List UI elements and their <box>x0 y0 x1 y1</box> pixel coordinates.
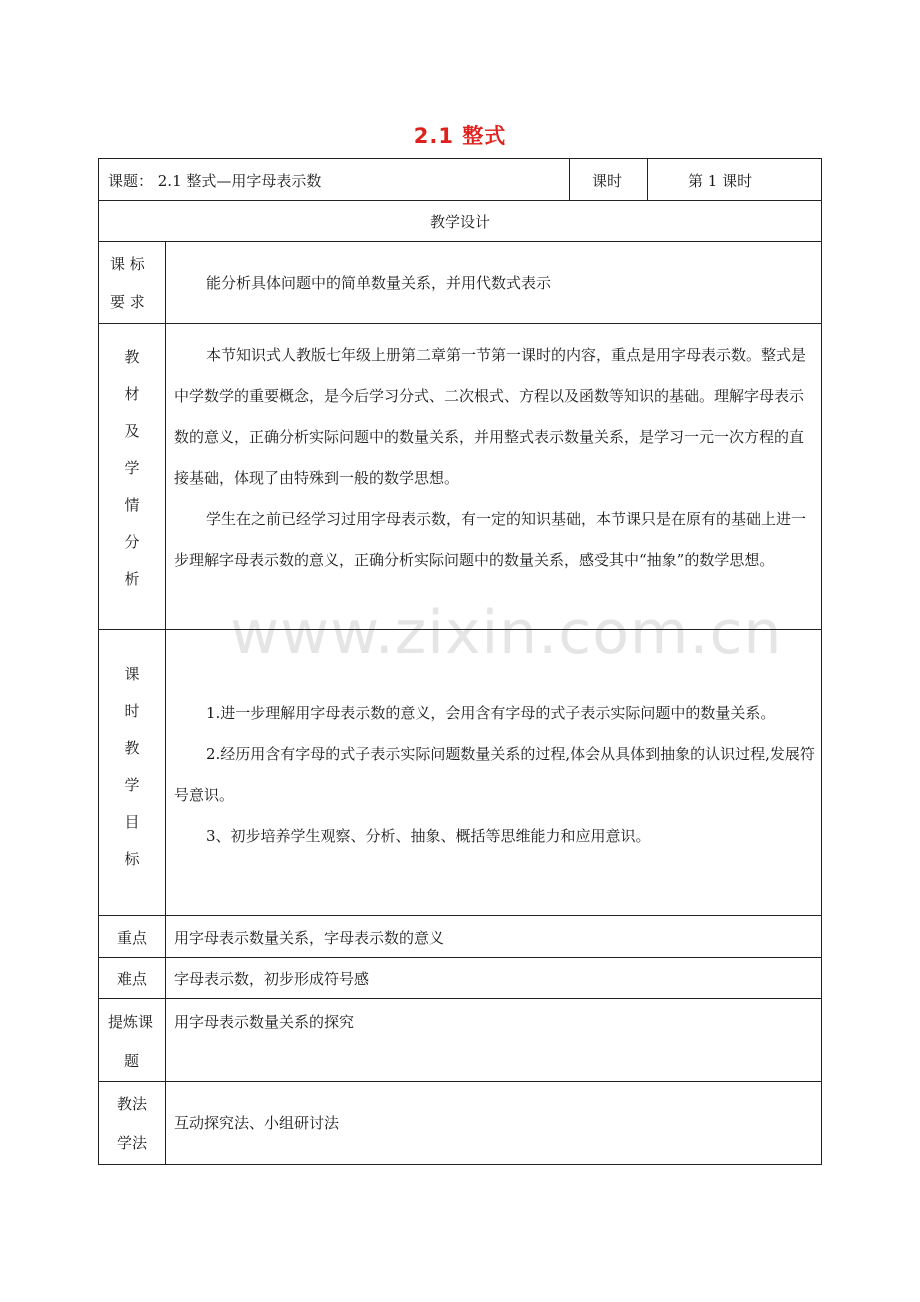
analysis-paragraph-1: 本节知识式人教版七年级上册第二章第一节第一课时的内容，重点是用字母表示数。整式是中学数学的重要概念，是今后学习分式、二次根式、方程以及函数等知识的基础。理解字母表示数的意义，正确分析实际问题中的数量关系，并用整式表示数量关系，是学习一元一次方程的直接基础，体现了由特殊到一般的数学思想。 <box>174 346 807 487</box>
objective-1: 1.进一步理解用字母表示数的意义，会用含有字母的式子表示实际问题中的数量关系。 <box>206 704 776 722</box>
objectives-label: 课 时 教 学 目 标 <box>124 665 140 868</box>
curriculum-label-1: 课 标 <box>110 255 145 273</box>
analysis-label: 教 材 及 学 情 分 析 <box>124 348 140 588</box>
curriculum-content: 能分析具体问题中的简单数量关系，并用代数式表示 <box>206 274 552 292</box>
methods-label-2: 学法 <box>117 1134 148 1152</box>
difficulty-label: 难点 <box>117 970 148 988</box>
period-value: 第 1 课时 <box>688 172 753 190</box>
analysis-content <box>174 335 814 581</box>
refine-row <box>98 998 822 1082</box>
analysis-paragraph-2: 学生在之前已经学习过用字母表示数，有一定的知识基础，本节课只是在原有的基础上进一步理解字母表示数的意义，正确分析实际问题中的数量关系，感受其中“抽象”的数学思想。 <box>174 510 807 569</box>
key-point-label: 重点 <box>117 929 148 947</box>
methods-label-1: 教法 <box>117 1095 148 1113</box>
design-heading: 教学设计 <box>429 213 490 231</box>
methods-content: 互动探究法、小组研讨法 <box>174 1114 340 1132</box>
key-point-content: 用字母表示数量关系，字母表示数的意义 <box>174 929 445 947</box>
topic-label: 课题： 2.1 整式—用字母表示数 <box>108 172 322 190</box>
objective-3: 3、初步培养学生观察、分析、抽象、概括等思维能力和应用意识。 <box>206 827 651 845</box>
objectives-content <box>174 693 819 857</box>
refine-label-1: 提炼课 <box>108 1013 154 1031</box>
page-title: 2.1 整式 <box>413 124 507 148</box>
curriculum-label-2: 要 求 <box>110 293 145 311</box>
watermark: www.zixin.com.cn <box>230 598 783 668</box>
difficulty-content: 字母表示数，初步形成符号感 <box>174 970 370 988</box>
refine-label-2: 题 <box>124 1052 140 1070</box>
objective-2: 2.经历用含有字母的式子表示实际问题数量关系的过程,体会从具体到抽象的认识过程,发展符号意识。 <box>174 745 815 804</box>
refine-content: 用字母表示数量关系的探究 <box>174 1013 355 1031</box>
period-label: 课时 <box>592 172 623 190</box>
